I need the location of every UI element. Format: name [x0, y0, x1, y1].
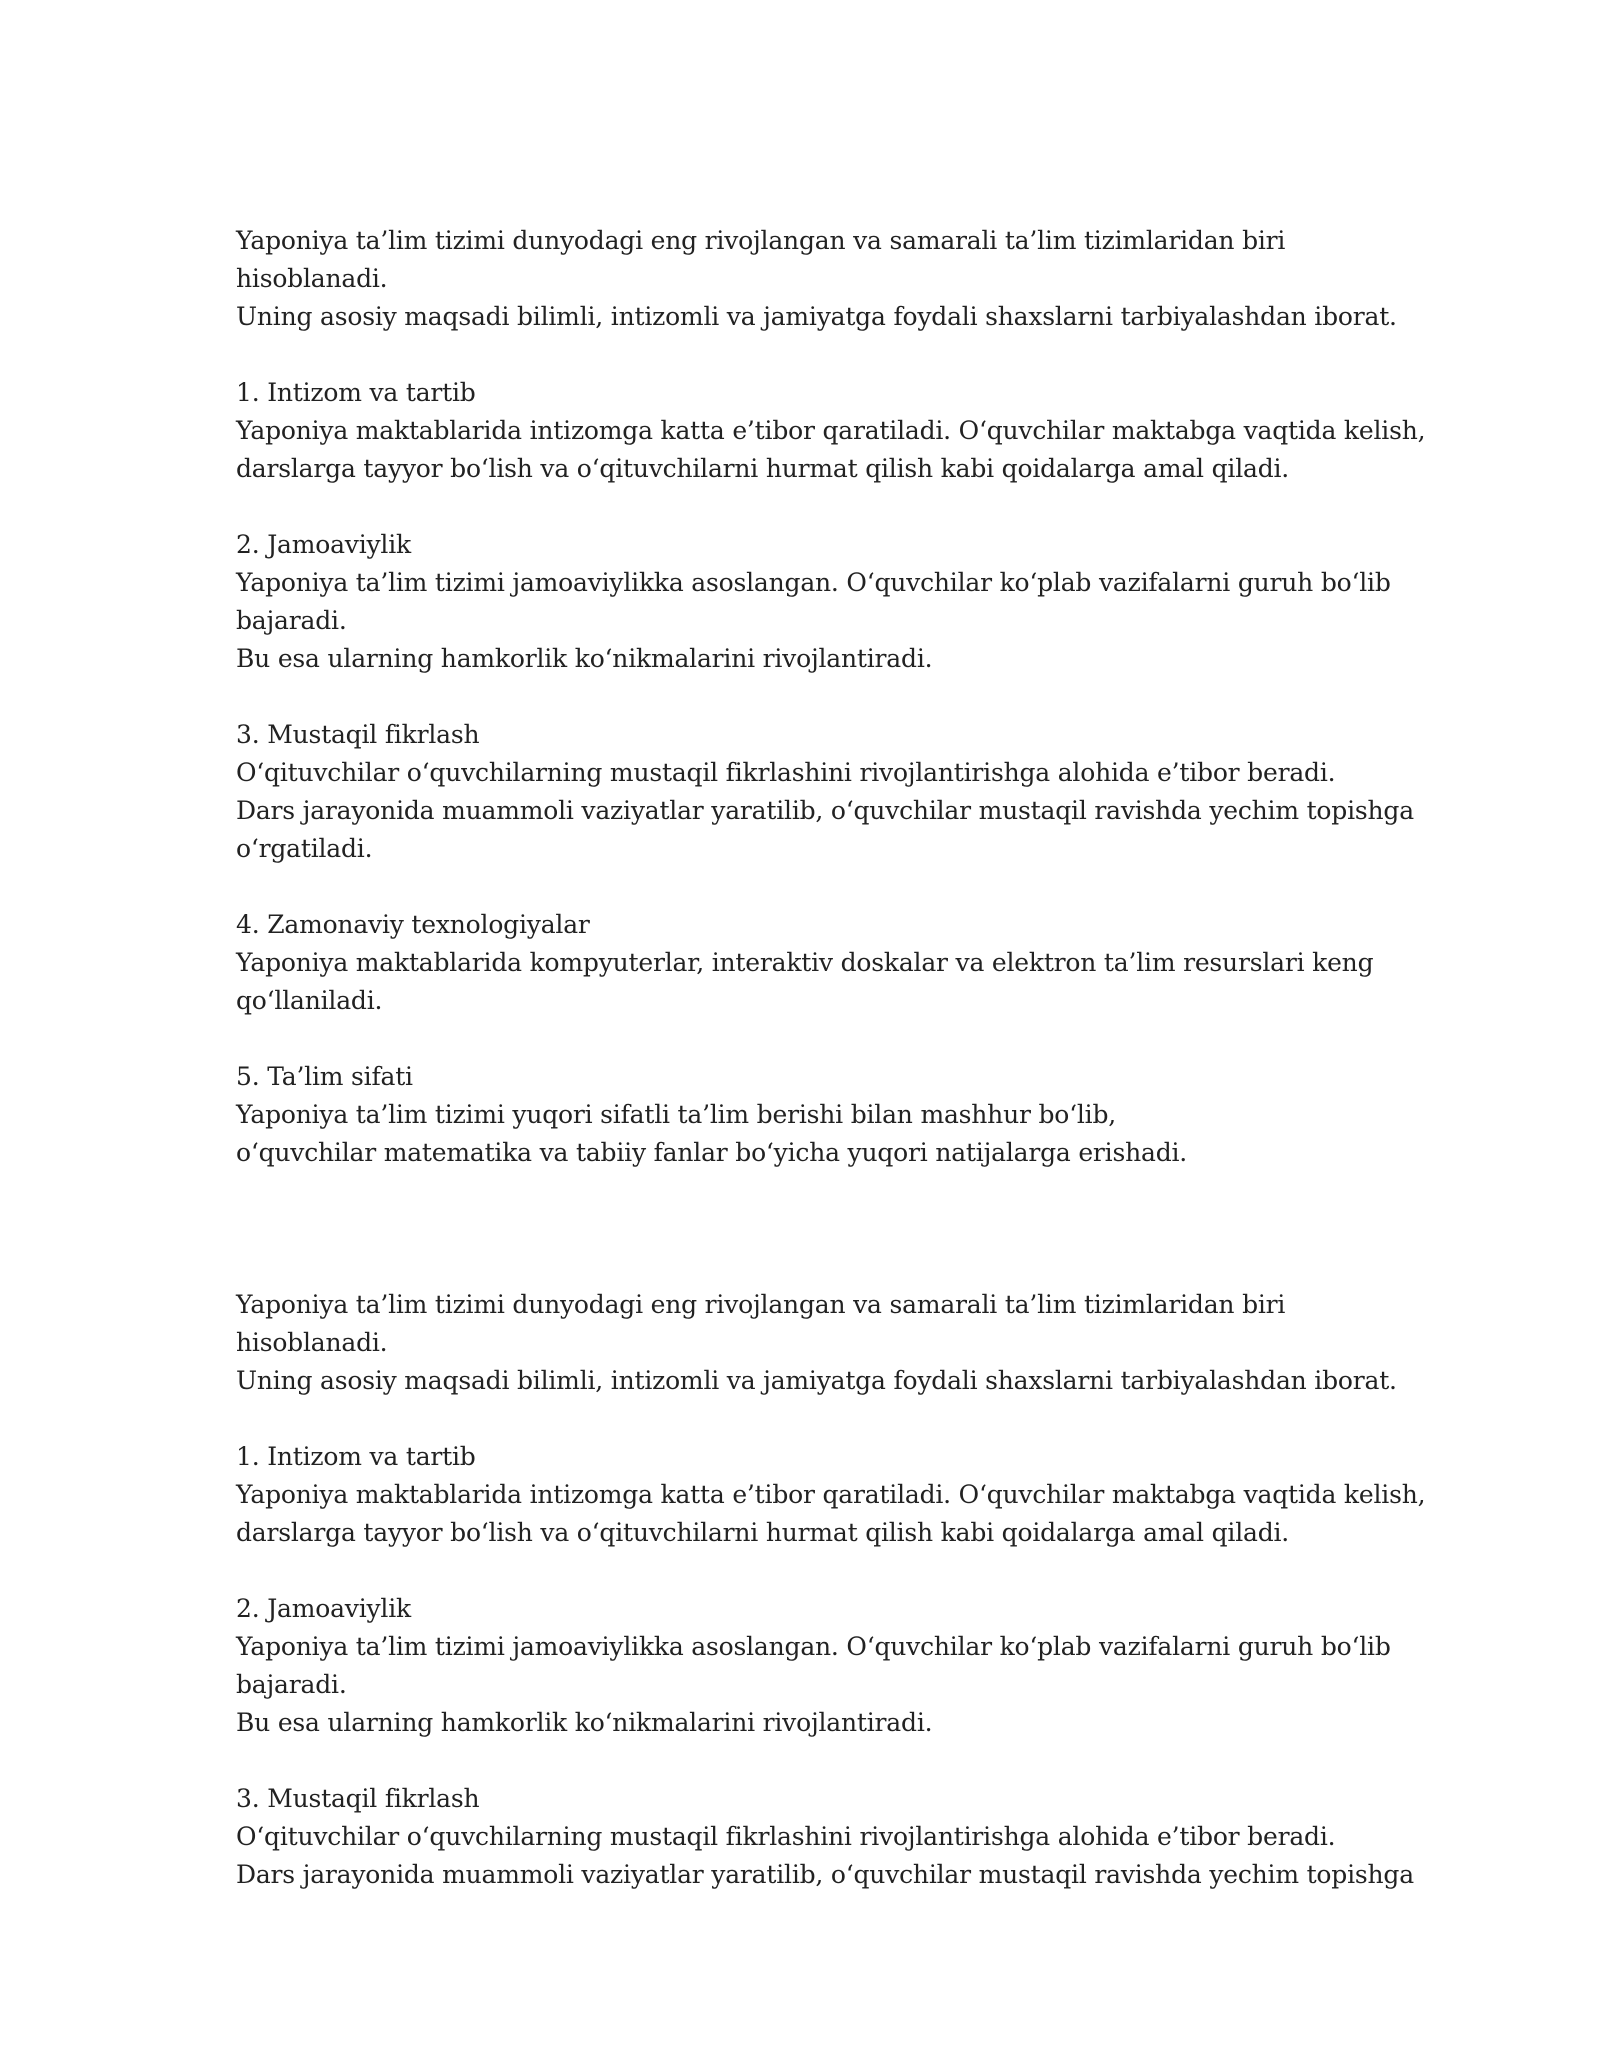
text-line: bajaradi.	[236, 1670, 347, 1699]
section-discipline	[236, 374, 1426, 488]
paragraph-gap	[236, 678, 1366, 716]
text-line: Bu esa ularning hamkorlik ko‘nikmalarini rivojlantiradi.	[236, 1708, 933, 1737]
text-line: Yaponiya ta’lim tizimi jamoaviylikka asoslangan. O‘quvchilar ko‘plab vazifalarni guruh bo‘lib	[236, 568, 1391, 597]
text-line: Dars jarayonida muammoli vaziyatlar yaratilib, o‘quvchilar mustaqil ravishda yechim topishga	[236, 796, 1414, 825]
paragraph-gap	[236, 868, 1366, 906]
text-line: Bu esa ularning hamkorlik ko‘nikmalarini rivojlantiradi.	[236, 644, 933, 673]
section-teamwork	[236, 1590, 1391, 1742]
text-line: Dars jarayonida muammoli vaziyatlar yaratilib, o‘quvchilar mustaqil ravishda yechim topishga	[236, 1860, 1414, 1889]
text-line: Yaponiya ta’lim tizimi jamoaviylikka asoslangan. O‘quvchilar ko‘plab vazifalarni guruh bo‘lib	[236, 1632, 1391, 1661]
document-block-1	[236, 222, 1426, 1172]
text-line: darslarga tayyor bo‘lish va o‘qituvchilarni hurmat qilish kabi qoidalarga amal qiladi.	[236, 1518, 1290, 1547]
document-block-2	[236, 1286, 1426, 1894]
text-line: Uning asosiy maqsadi bilimli, intizomli va jamiyatga foydali shaxslarni tarbiyalashdan iborat.	[236, 1366, 1397, 1395]
section-heading: 2. Jamoaviylik	[236, 530, 411, 559]
section-education-quality	[236, 1058, 1366, 1172]
section-independent-thinking	[236, 1780, 1414, 1894]
text-line: Uning asosiy maqsadi bilimli, intizomli va jamiyatga foydali shaxslarni tarbiyalashdan iborat.	[236, 302, 1397, 331]
section-heading: 5. Ta’lim sifati	[236, 1062, 413, 1091]
intro-paragraph	[236, 1286, 1397, 1400]
text-line: Yaponiya maktablarida intizomga katta e’tibor qaratiladi. O‘quvchilar maktabga vaqtida kelish,	[236, 1480, 1426, 1509]
section-heading: 3. Mustaqil fikrlash	[236, 1784, 480, 1813]
paragraph-gap	[236, 1552, 1366, 1590]
block-separator	[236, 1172, 1366, 1286]
text-line: hisoblanadi.	[236, 264, 388, 293]
text-line: Yaponiya maktablarida kompyuterlar, interaktiv doskalar va elektron ta’lim resurslari keng	[236, 948, 1374, 977]
text-line: o‘rgatiladi.	[236, 834, 373, 863]
paragraph-gap	[236, 488, 1366, 526]
paragraph-gap	[236, 336, 1366, 374]
text-line: o‘quvchilar matematika va tabiiy fanlar bo‘yicha yuqori natijalarga erishadi.	[236, 1138, 1188, 1167]
text-line: Yaponiya ta’lim tizimi yuqori sifatli ta’lim berishi bilan mashhur bo‘lib,	[236, 1100, 1117, 1129]
text-line: O‘qituvchilar o‘quvchilarning mustaqil fikrlashini rivojlantirishga alohida e’tibor beradi.	[236, 1822, 1336, 1851]
paragraph-gap	[236, 1400, 1366, 1438]
text-line: bajaradi.	[236, 606, 347, 635]
text-line: hisoblanadi.	[236, 1328, 388, 1357]
section-heading: 2. Jamoaviylik	[236, 1594, 411, 1623]
text-line: darslarga tayyor bo‘lish va o‘qituvchilarni hurmat qilish kabi qoidalarga amal qiladi.	[236, 454, 1290, 483]
document-page	[236, 222, 1426, 1894]
text-line: qo‘llaniladi.	[236, 986, 383, 1015]
text-line: Yaponiya ta’lim tizimi dunyodagi eng rivojlangan va samarali ta’lim tizimlaridan biri	[236, 1290, 1286, 1319]
text-line: O‘qituvchilar o‘quvchilarning mustaqil fikrlashini rivojlantirishga alohida e’tibor beradi.	[236, 758, 1336, 787]
section-heading: 1. Intizom va tartib	[236, 378, 476, 407]
section-discipline	[236, 1438, 1426, 1552]
paragraph-gap	[236, 1020, 1366, 1058]
text-line: Yaponiya maktablarida intizomga katta e’tibor qaratiladi. O‘quvchilar maktabga vaqtida kelish,	[236, 416, 1426, 445]
section-modern-technology	[236, 906, 1374, 1020]
section-heading: 1. Intizom va tartib	[236, 1442, 476, 1471]
section-heading: 3. Mustaqil fikrlash	[236, 720, 480, 749]
section-teamwork	[236, 526, 1391, 678]
section-heading: 4. Zamonaviy texnologiyalar	[236, 910, 590, 939]
section-independent-thinking	[236, 716, 1414, 868]
text-line: Yaponiya ta’lim tizimi dunyodagi eng rivojlangan va samarali ta’lim tizimlaridan biri	[236, 226, 1286, 255]
paragraph-gap	[236, 1742, 1366, 1780]
intro-paragraph	[236, 222, 1397, 336]
